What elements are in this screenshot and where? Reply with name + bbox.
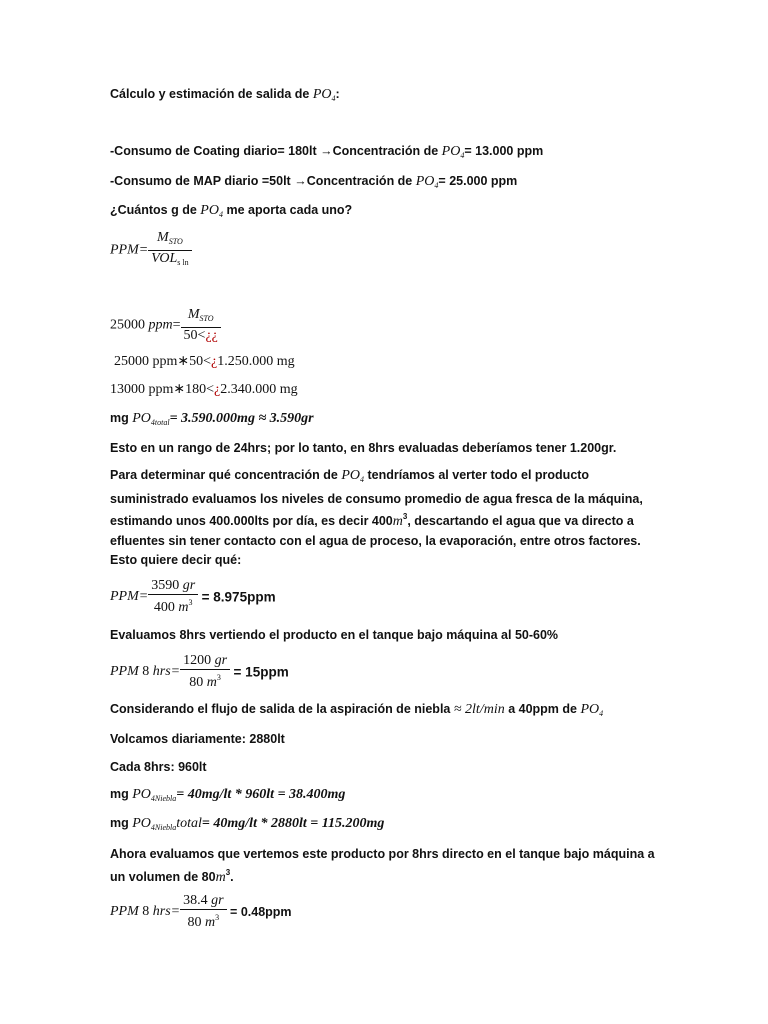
map-consumption-line: -Consumo de MAP diario =50lt →Concentración de $PO_4= 25.000$ ppm bbox=[110, 174, 518, 190]
fraction: $\frac{3590 gr}{400 m^3}$ bbox=[148, 578, 198, 616]
niebla-total-line: mg $PO_{4Niebla}total= 40mg/lt * 2880lt = 115.200mg$ bbox=[110, 816, 385, 832]
means-text: Esto quiere decir qué: bbox=[110, 553, 242, 567]
arrow-right-icon: → bbox=[294, 174, 307, 188]
ppm-3590-formula: PPM= $\frac{3590 gr}{400 m^3}$ = 8.975ppm bbox=[110, 578, 276, 615]
flow-line: Considerando el flujo de salida de la aspiración de niebla ≈ 2lt/min a 40ppm de $PO_4$ bbox=[110, 702, 604, 718]
arrow-right-icon: → bbox=[320, 144, 333, 158]
range-text: Esto en un rango de 24hrs; por lo tanto, en 8hrs evaluadas deberíamos tener 1.200gr. bbox=[110, 441, 617, 455]
total-line: mg $PO_{4total}= 3.590.000mg \approx 3.590gr$ bbox=[110, 411, 314, 427]
fraction: $\frac{38.4 gr}{80 m^3}$ bbox=[180, 893, 226, 931]
question-line: ¿Cuántos g de $PO_4$ me aporta cada uno? bbox=[110, 203, 353, 219]
niebla-8hrs-line: mg $PO_{4Niebla}= 40mg/lt * 960lt = 38.400mg$ bbox=[110, 787, 346, 803]
coating-consumption-line: -Consumo de Coating diario= 180lt →Concentración de $PO_4= 13.000$ ppm bbox=[110, 144, 544, 160]
calc-map-line: 25000 ppm∗50<¿1.250.000 mg bbox=[114, 354, 295, 369]
calc-coating-line: 13000 ppm∗180<¿2.340.000 mg bbox=[110, 382, 298, 397]
ppm-formula: PPM= $\frac{M_{STO}}{VOL_{s ln}}$ bbox=[110, 230, 192, 271]
ppm-38-formula: PPM 8 hrs= $\frac{38.4 gr}{80 m^3}$ = 0.48ppm bbox=[110, 893, 292, 930]
fraction: $\frac{M_{STO}}{50<¿¿}$ bbox=[181, 307, 221, 344]
each-8hrs-text: Cada 8hrs: 960lt bbox=[110, 760, 207, 774]
concentration-paragraph: Para determinar qué concentración de $PO_4$ tendríamos al verter todo el producto suministrado evaluamos los niveles de consumo promedio de agua fresca de la máquina, estimando unos 400.000lts por día, es decir $400m^3$, descartando el agua que va directo a efluentes sin tener contacto con el agua de proceso, la evaporación, entre otros factores. bbox=[110, 468, 643, 548]
fraction: $\frac{M_{STO}}{VOL_{s ln}}$ bbox=[148, 230, 191, 271]
fraction: $\frac{1200 gr}{80 m^3}$ bbox=[180, 653, 230, 691]
volume-paragraph: Ahora evaluamos que vertemos este producto por 8hrs directo en el tanque bajo máquina a un volumen de $80m^3$. bbox=[110, 847, 655, 885]
ppm-25000-formula: 25000 ppm= $\frac{M_{STO}}{50<¿¿}$ bbox=[110, 307, 221, 344]
evaluate-text: Evaluamos 8hrs vertiendo el producto en el tanque bajo máquina al 50-60% bbox=[110, 628, 559, 642]
page-title: Cálculo y estimación de salida de $PO_4$: bbox=[110, 87, 340, 103]
ppm-8hrs-formula: PPM 8 hrs= $\frac{1200 gr}{80 m^3}$ = 15ppm bbox=[110, 653, 289, 690]
daily-text: Volcamos diariamente: 2880lt bbox=[110, 732, 285, 746]
